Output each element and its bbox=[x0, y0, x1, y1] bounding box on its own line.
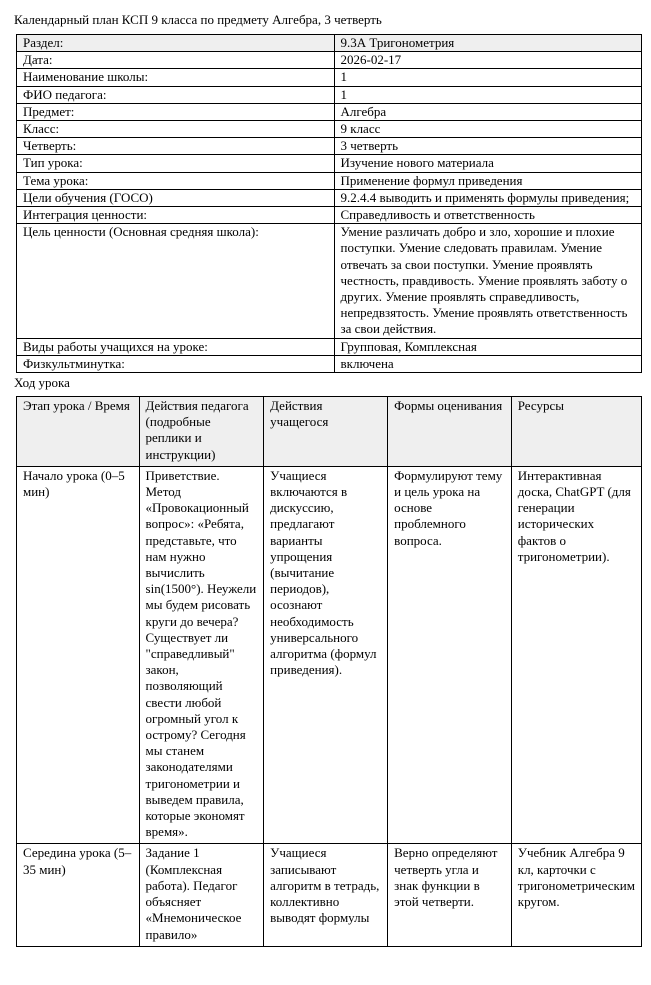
lesson-cell-resources: Учебник Алгебра 9 кл, карточки с тригонометрическим кругом. bbox=[511, 844, 641, 946]
info-row bbox=[17, 207, 642, 224]
info-key: Физкультминутка: bbox=[17, 355, 335, 372]
info-row bbox=[17, 69, 642, 86]
lesson-cell-teacher: Приветствие. Метод «Провокационный вопрос»: «Ребята, представьте, что нам нужно вычислить sin(1500°). Неужели мы будем рисовать круги до вечера? Существует ли "справедливый" закон, позволяющий свести любой огромный угол к острому? Сегодня мы станем законодателями тригонометрии и выведем правила, которые экономят время». bbox=[139, 466, 264, 844]
info-key: Тема урока: bbox=[17, 172, 335, 189]
lesson-cell-assessment: Формулируют тему и цель урока на основе проблемного вопроса. bbox=[388, 466, 512, 844]
info-row bbox=[17, 189, 642, 206]
info-value: Умение различать добро и зло, хорошие и плохие поступки. Умение следовать правилам. Умение отвечать за свои поступки. Умение проявлять честность, правдивость. Умение проявлять заботу о других. Умение проявлять справедливость, непредвзятость. Умение проявлять ответственность за свои действия. bbox=[334, 224, 642, 338]
info-key: Предмет: bbox=[17, 103, 335, 120]
lesson-header-cell: Действия педагога (подробные реплики и инструкции) bbox=[139, 397, 264, 467]
info-key: Виды работы учащихся на уроке: bbox=[17, 338, 335, 355]
lesson-cell-stage: Начало урока (0–5 мин) bbox=[17, 466, 140, 844]
lesson-cell-teacher: Задание 1 (Комплексная работа). Педагог объясняет «Мнемоническое правило» bbox=[139, 844, 264, 946]
info-row bbox=[17, 121, 642, 138]
info-row bbox=[17, 172, 642, 189]
info-row bbox=[17, 138, 642, 155]
info-key: Раздел: bbox=[17, 35, 335, 52]
info-table bbox=[16, 34, 642, 373]
info-value: включена bbox=[334, 355, 642, 372]
lesson-cell-resources: Интерактивная доска, ChatGPT (для генерации исторических фактов о тригонометрии). bbox=[511, 466, 641, 844]
info-value: 3 четверть bbox=[334, 138, 642, 155]
lesson-row bbox=[17, 844, 642, 946]
info-key: Класс: bbox=[17, 121, 335, 138]
info-row bbox=[17, 338, 642, 355]
lesson-cell-student: Учащиеся записывают алгоритм в тетрадь, коллективно выводят формулы bbox=[264, 844, 388, 946]
info-row bbox=[17, 86, 642, 103]
info-row bbox=[17, 35, 642, 52]
info-value: 9 класс bbox=[334, 121, 642, 138]
document-title: Календарный план КСП 9 класса по предмету Алгебра, 3 четверть bbox=[14, 12, 382, 27]
lesson-header-row bbox=[17, 397, 642, 467]
info-value: 2026-02-17 bbox=[334, 52, 642, 69]
info-row bbox=[17, 103, 642, 120]
info-key: Цели обучения (ГОСО) bbox=[17, 189, 335, 206]
info-key: Наименование школы: bbox=[17, 69, 335, 86]
info-row bbox=[17, 355, 642, 372]
section-label: Ход урока bbox=[14, 375, 70, 390]
lesson-cell-student: Учащиеся включаются в дискуссию, предлагают варианты упрощения (вычитание периодов), осознают необходимость универсального алгоритма (формул приведения). bbox=[264, 466, 388, 844]
info-key: Четверть: bbox=[17, 138, 335, 155]
lesson-header-cell: Этап урока / Время bbox=[17, 397, 140, 467]
info-key: Цель ценности (Основная средняя школа): bbox=[17, 224, 335, 338]
info-key: Тип урока: bbox=[17, 155, 335, 172]
info-key: Дата: bbox=[17, 52, 335, 69]
info-value: 1 bbox=[334, 86, 642, 103]
info-value: Применение формул приведения bbox=[334, 172, 642, 189]
lesson-row bbox=[17, 466, 642, 844]
info-value: Алгебра bbox=[334, 103, 642, 120]
info-value: 9.2.4.4 выводить и применять формулы приведения; bbox=[334, 189, 642, 206]
lesson-header-cell: Формы оценивания bbox=[388, 397, 512, 467]
info-value: Изучение нового материала bbox=[334, 155, 642, 172]
lesson-cell-stage: Середина урока (5–35 мин) bbox=[17, 844, 140, 946]
info-value: Групповая, Комплексная bbox=[334, 338, 642, 355]
lesson-cell-assessment: Верно определяют четверть угла и знак функции в этой четверти. bbox=[388, 844, 512, 946]
info-key: Интеграция ценности: bbox=[17, 207, 335, 224]
info-row bbox=[17, 224, 642, 338]
info-row bbox=[17, 52, 642, 69]
info-key: ФИО педагога: bbox=[17, 86, 335, 103]
info-value: Справедливость и ответственность bbox=[334, 207, 642, 224]
info-value: 1 bbox=[334, 69, 642, 86]
lesson-header-cell: Ресурсы bbox=[511, 397, 641, 467]
lesson-header-cell: Действия учащегося bbox=[264, 397, 388, 467]
info-row bbox=[17, 155, 642, 172]
info-value: 9.3А Тригонометрия bbox=[334, 35, 642, 52]
lesson-table bbox=[16, 396, 642, 947]
